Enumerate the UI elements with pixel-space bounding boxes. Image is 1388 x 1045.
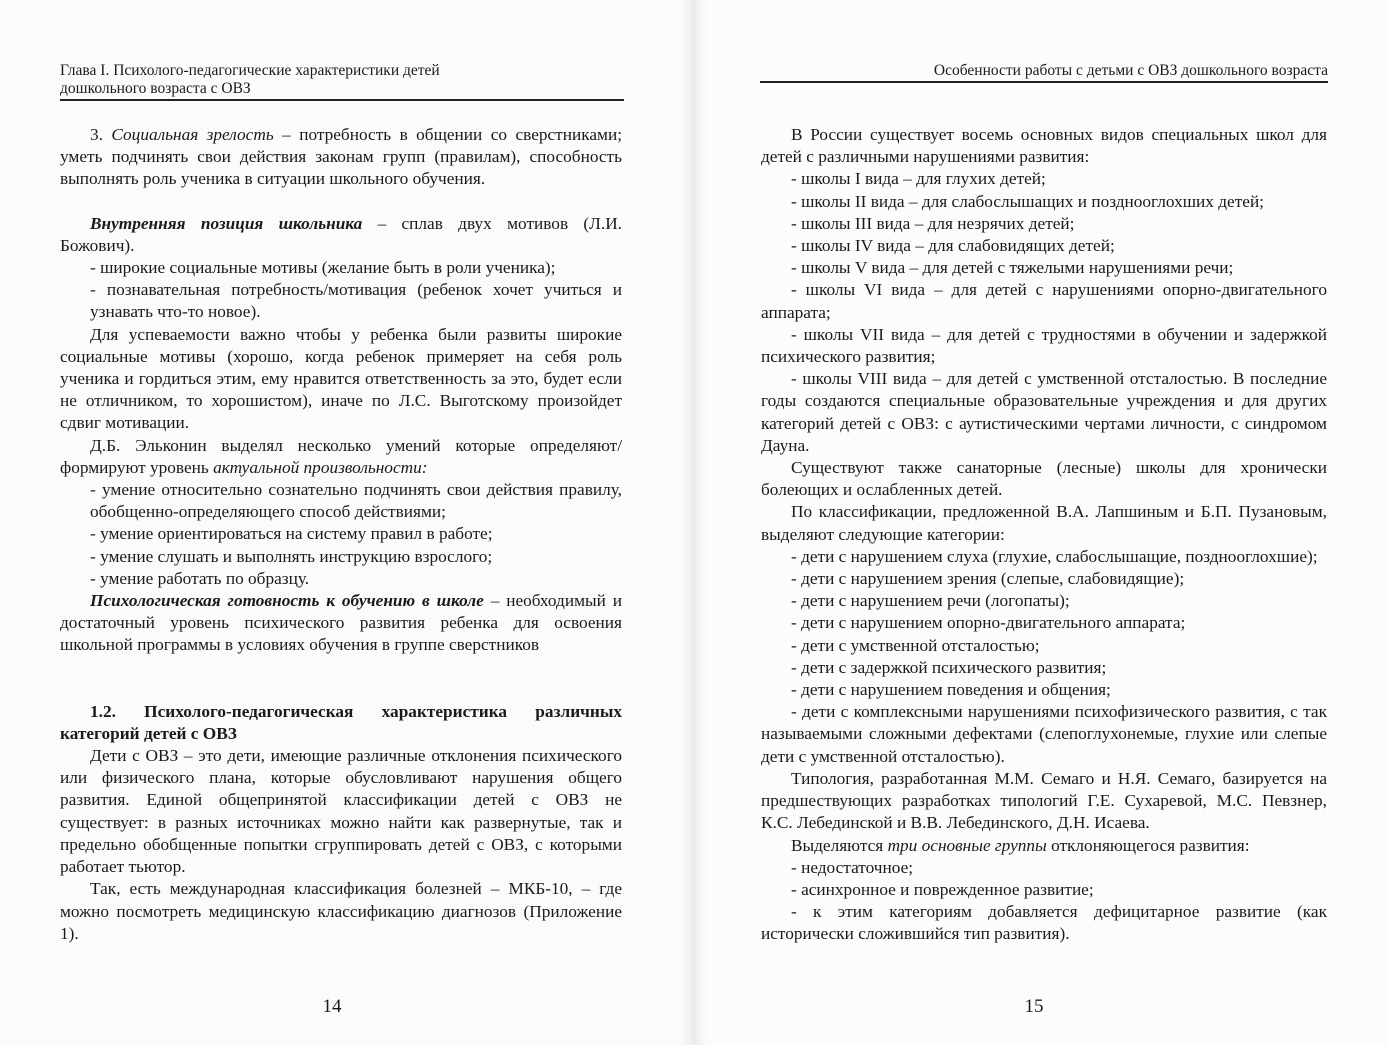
paragraph: Так, есть международная классификация болезней – МКБ-10, – где можно посмотреть медицинскую классификацию диагнозов (Приложение 1). xyxy=(60,879,622,943)
paragraph: В России существует восемь основных видов специальных школ для детей с различными нарушениями развития: xyxy=(761,125,1327,167)
paragraph: Для успеваемости важно чтобы у ребенка были развиты широкие социальные мотивы (хорошо, когда ребенок примеряет на себя роль ученика и гордиться этим, ему нравится ответственность за это, будет если не отличником, то хорошистом), иначе по Л.С. Выготскому произойдет сдвиг мотивации. xyxy=(60,324,622,433)
list-item: - дети с нарушением поведения и общения; xyxy=(791,680,1111,700)
list-item: - дети с нарушением слуха (глухие, слабослышащие, позднооглохшие); xyxy=(791,546,1318,566)
right-running-head xyxy=(760,62,1328,83)
paragraph-social-maturity: 3. Социальная зрелость – потребность в общении со сверстниками; уметь подчинять свои действия законам групп (правилам), способность выполнять роль ученика в ситуации школьного обучения. xyxy=(60,125,623,189)
list-item: - умение слушать и выполнять инструкцию взрослого; xyxy=(90,546,493,566)
paragraph: Дети с ОВЗ – это дети, имеющие различные отклонения психического или физического плана, которые обусловливают нарушения общего развития. Единой общепринятой классификации детей с ОВЗ не существует: в разных источниках можно найти как развернутые, так и предельно обобщенные попытки сгруппировать детей с ОВЗ, с которыми работает тьютор. xyxy=(60,746,622,877)
list-item: - школы II вида – для слабослышащих и позднооглохших детей; xyxy=(791,191,1264,211)
right-page-body xyxy=(761,124,1327,946)
list-item: - познавательная потребность/мотивация (ребенок хочет учиться и узнавать что-то новое). xyxy=(90,280,622,322)
left-page-body xyxy=(60,124,622,945)
right-header-line-1: Особенности работы с детьми с ОВЗ дошкольного возраста xyxy=(933,62,1328,79)
list-item: - школы VIII вида – для детей с умственной отсталостью. В последние годы создаются специальные образовательные учреждения и для других категорий детей с ОВЗ: с аутистическими чертами личности, с синдромом Дауна. xyxy=(761,369,1327,455)
left-page-number: 14 xyxy=(322,996,342,1017)
list-item: - дети с нарушением зрения (слепые, слабовидящие); xyxy=(791,569,1185,589)
book-gutter-shadow xyxy=(680,0,708,1045)
list-item: - дети с задержкой психического развития; xyxy=(791,657,1107,677)
paragraph: По классификации, предложенной В.А. Лапшиным и Б.П. Пузановым, выделяют следующие категории: xyxy=(761,502,1327,544)
list-item: - асинхронное и поврежденное развитие; xyxy=(791,879,1094,899)
list-item: - широкие социальные мотивы (желание быть в роли ученика); xyxy=(90,258,556,278)
paragraph: Типология, разработанная М.М. Семаго и Н.Я. Семаго, базируется на предшествующих разработках типологий Г.Е. Сухаревой, М.С. Певзнер, К.С. Лебединской и В.В. Лебединского, Д.Н. Исаева. xyxy=(761,768,1327,833)
right-page-number: 15 xyxy=(1024,996,1044,1017)
paragraph-psychological-readiness: Психологическая готовность к обучению в школе – необходимый и достаточный уровень психического развития ребенка для освоения школьной программы в условиях обучения в группе сверстников xyxy=(60,591,622,655)
list-item: - дети с комплексными нарушениями психофизического развития, с так называемыми сложными дефектами (слепоглухонемые, глухие или слепые дети с умственной отсталостью). xyxy=(761,702,1327,766)
list-item: - дети с нарушением опорно-двигательного аппарата; xyxy=(791,613,1186,633)
list-item: - дети с нарушением речи (логопаты); xyxy=(791,591,1070,611)
left-running-head xyxy=(60,62,624,101)
list-item: - умение ориентироваться на систему правил в работе; xyxy=(90,524,493,544)
list-item: - умение относительно сознательно подчинять свои действия правилу, обобщенно-определяющего способ действиями; xyxy=(90,480,622,522)
list-item: - к этим категориям добавляется дефицитарное развитие (как исторически сложившийся тип развития). xyxy=(761,902,1327,944)
paragraph-inner-position: Внутренняя позиция школьника – сплав двух мотивов (Л.И. Божович). xyxy=(60,213,623,255)
right-page xyxy=(694,0,1388,1045)
list-item: - школы III вида – для незрячих детей; xyxy=(791,213,1075,233)
paragraph-three-groups: Выделяются три основные группы отклоняющегося развития: xyxy=(791,835,1250,855)
paragraph: Существуют также санаторные (лесные) школы для хронически болеющих и ослабленных детей. xyxy=(761,458,1327,500)
left-header-line-2: дошкольного возраста с ОВЗ xyxy=(60,80,251,97)
list-item: - школы V вида – для детей с тяжелыми нарушениями речи; xyxy=(791,258,1234,278)
section-heading: 1.2. Психолого-педагогическая характеристика различных категорий детей с ОВЗ xyxy=(60,701,622,743)
list-item: - школы VI вида – для детей с нарушениями опорно-двигательного аппарата; xyxy=(761,280,1327,322)
list-item: - дети с умственной отсталостью; xyxy=(791,635,1040,655)
list-item: - недостаточное; xyxy=(791,857,914,877)
list-item: - школы IV вида – для слабовидящих детей; xyxy=(791,236,1115,256)
paragraph-elkonin: Д.Б. Эльконин выделял несколько умений которые определяют/формируют уровень актуальной произвольности: xyxy=(60,435,622,477)
list-item: - школы VII вида – для детей с трудностями в обучении и задержкой психического развития; xyxy=(761,324,1327,367)
left-header-line-1: Глава I. Психолого-педагогические характеристики детей xyxy=(60,62,440,79)
list-item: - школы I вида – для глухих детей; xyxy=(791,169,1046,189)
list-item: - умение работать по образцу. xyxy=(90,568,310,588)
